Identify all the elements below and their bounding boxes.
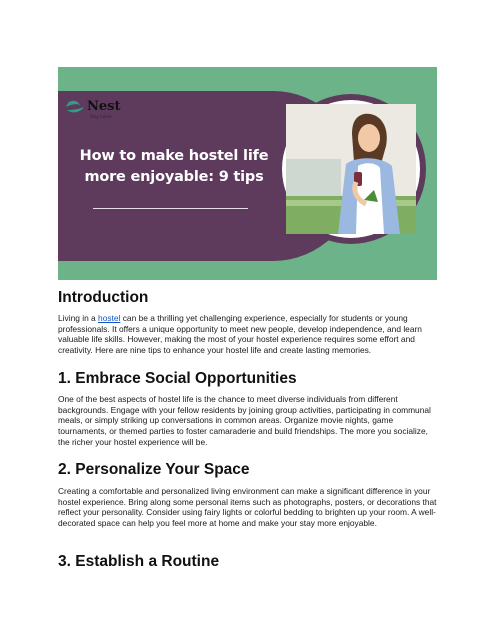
banner-photo xyxy=(286,104,416,234)
heading-section-3: 3. Establish a Routine xyxy=(58,553,220,570)
banner-title-line-1: How to make hostel life xyxy=(79,148,269,164)
banner-url-text: www.neststayhome.in xyxy=(135,307,210,315)
paragraph-section-1: One of the best aspects of hostel life is the chance to meet diverse individuals from different backgrounds. Engage with your fellow residents by joining group activities, participating in communal meals, or simply striking up conversations in common areas. Organize movie nights, game tournaments, or themed parties to foster camaraderie and build friendships. The more you socialize, the richer your hostel experience will be. xyxy=(58,394,431,447)
paragraph-section-2: Creating a comfortable and personalized living environment can make a significant difference in your hostel experience. Bring along some personal items such as photographs, posters, or decorations that reflect your personality. Consider using fairy lights or colorful bedding to brighten up your room. A well-decorated space can help you feel more at home and make your stay more enjoyable. xyxy=(58,486,437,529)
heading-introduction: Introduction xyxy=(58,289,149,306)
paragraph-introduction xyxy=(58,313,438,356)
heading-section-2: 2. Personalize Your Space xyxy=(58,461,250,478)
intro-text-start: Living in a xyxy=(58,313,99,323)
hostel-link[interactable]: hostel xyxy=(98,313,121,323)
nest-logo-icon xyxy=(64,98,86,116)
logo-subtext: Stay home xyxy=(90,114,112,119)
banner-divider xyxy=(93,208,248,209)
banner-title xyxy=(64,146,284,188)
intro-text-rest: can be a thrilling yet challenging experience, especially for students or young professionals. It offers a unique opportunity to meet new people, develop independence, and learn valuable life skills. However, making the most of your hostel experience requires some effort and creativity. Here are nine tips to enhance your hostel life and create lasting memories. xyxy=(58,313,422,356)
banner-title-line-2: more enjoyable: 9 tips xyxy=(84,169,264,185)
logo-text: Nest xyxy=(87,99,121,114)
heading-section-1: 1. Embrace Social Opportunities xyxy=(58,370,297,387)
